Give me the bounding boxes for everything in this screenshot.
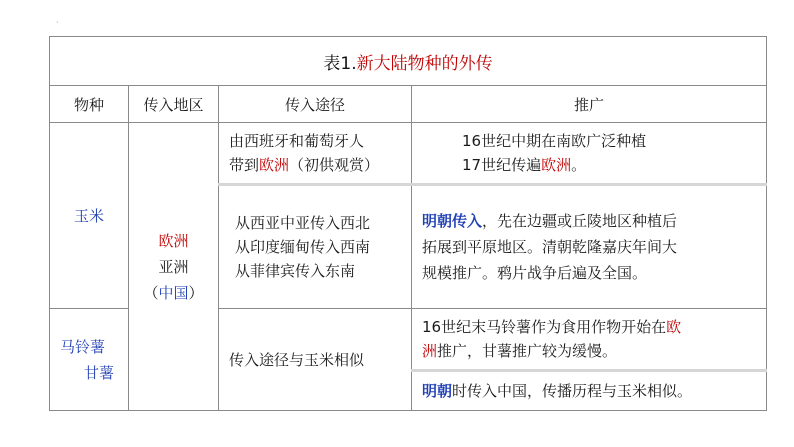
- species-spread-table: [49, 36, 767, 411]
- route-corn-2: 从西亚中亚传入西北 从印度缅甸传入西南 从菲律宾传入东南: [219, 185, 412, 309]
- region-europe: 欧洲: [158, 231, 189, 250]
- table-title-prefix: 表1.: [323, 53, 357, 74]
- route-potato: 传入途径与玉米相似: [219, 309, 412, 411]
- promo-potato-1: 16世纪末马铃薯作为食用作物开始在欧 洲推广，甘薯推广较为缓慢。: [412, 309, 767, 371]
- promo-potato-2: 明朝时传入中国，传播历程与玉米相似。: [412, 371, 767, 411]
- region-china: （中国）: [143, 283, 204, 302]
- header-region: 传入地区: [129, 86, 219, 123]
- promo-corn-1: 16世纪中期在南欧广泛种植 17世纪传遍欧洲。: [412, 123, 767, 185]
- table-header-row: [50, 86, 767, 123]
- route-corn-1: 由西班牙和葡萄牙人 带到欧洲（初供观赏）: [219, 123, 412, 185]
- region-cell: [129, 123, 219, 411]
- header-route: 传入途径: [219, 86, 412, 123]
- region-asia: 亚洲: [158, 257, 189, 276]
- promo-corn-2: 明朝传入，先在边疆或丘陵地区种植后 拓展到平原地区。清朝乾隆嘉庆年间大 规模推广。鸦片战争后遍及全国。: [412, 185, 767, 309]
- species-corn: 玉米: [50, 123, 129, 309]
- table-row: [50, 123, 767, 185]
- corner-mark: ·: [56, 18, 59, 27]
- table-title-main: 新大陆物种的外传: [356, 53, 493, 74]
- header-promotion: 推广: [412, 86, 767, 123]
- species-potato: 马铃薯 甘薯: [50, 309, 129, 411]
- header-species: 物种: [50, 86, 129, 123]
- table-title: [50, 37, 767, 86]
